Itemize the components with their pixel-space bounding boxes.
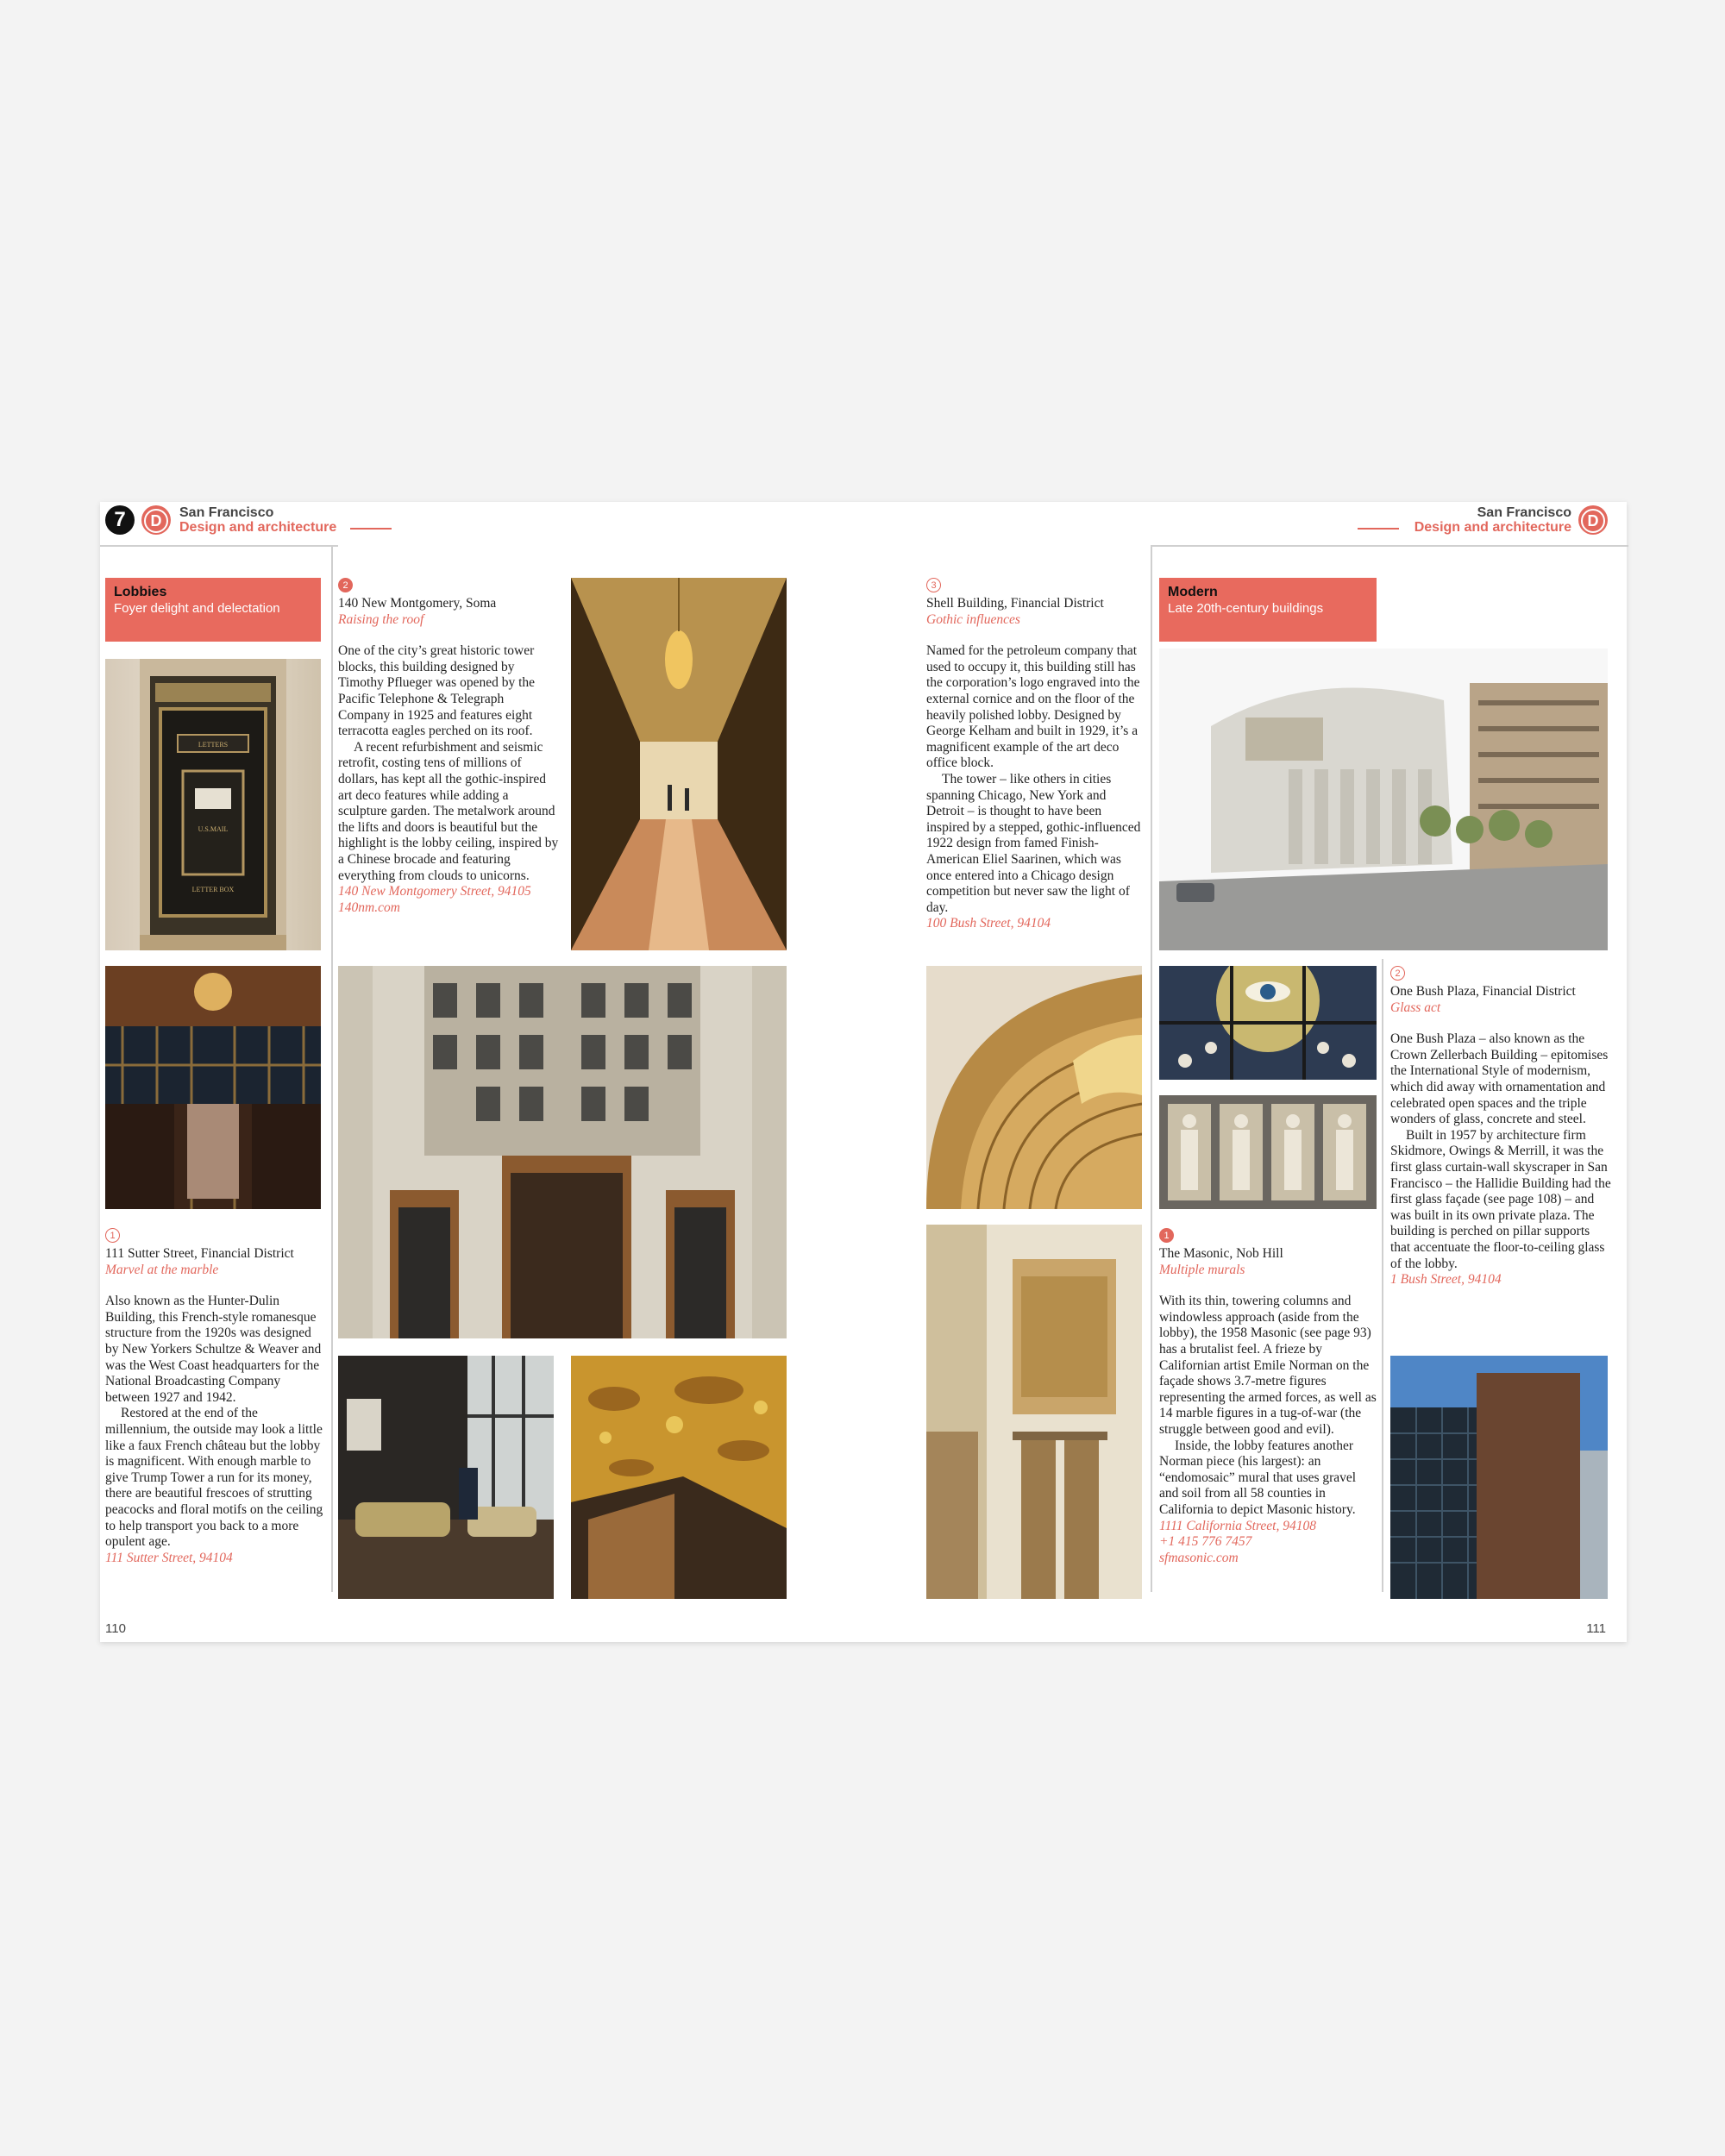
column-top-rule [1151,545,1628,547]
entry-body [1390,1031,1611,1272]
header-rule-left [350,528,392,530]
photo-ornate-entrance [338,966,787,1338]
photo-lounge [338,1356,554,1599]
photo-gold-lobby [571,578,787,950]
section-tag-lobbies [105,578,321,642]
entry-paragraph: With its thin, towering columns and windowless approach (aside from the lobby), the 1958 Masonic (see page 93) has a brutalist feel. A frieze by Californian artist Emile Norman on the façade shows 3.7-metre figures representing the armed forces, as well as 14 marble figures in a tug-of-war (the struggle between good and evil). [1159,1294,1377,1437]
entry-body [1159,1294,1377,1518]
section-tag-modern [1159,578,1377,642]
section-title: Modern [1168,585,1218,599]
entry-paragraph: Inside, the lobby features another Norman piece (his largest): an “endomosaic” mural that uses gravel and soil from all 58 counties in California to depict Masonic history. [1159,1438,1357,1517]
header-rule-right [1358,528,1399,530]
header-category-left: Design and architecture [179,520,337,535]
photo-frieze-figures [1159,1095,1377,1209]
column-divider [1382,959,1383,1592]
photo-arch-ceiling [926,966,1142,1209]
entry-paragraph: The tower – like others in cities spanning Chicago, New York and Detroit – is thought to have been inspired by a stepped, gothic-influenced 1922 design from famed Finish-American Eliel Saarinen, which was once entered into a Chicago design competition but never saw the light of day. [926,771,1141,915]
entry-subtitle: Marvel at the marble [105,1262,219,1277]
entry-subtitle: Gothic influences [926,611,1020,627]
entry-the-masonic [1159,1228,1377,1566]
category-badge-right [1578,505,1608,535]
entry-website: sfmasonic.com [1159,1550,1239,1565]
entry-title: The Masonic, Nob Hill [1159,1246,1283,1261]
letter-box-top-label: LETTERS [198,741,229,749]
entry-title: One Bush Plaza, Financial District [1390,984,1576,999]
entry-140-new-montgomery [338,578,559,916]
photo-brocade-ceiling [571,1356,787,1599]
entry-number: 2 [1390,966,1405,981]
category-letter: D [1581,509,1605,533]
entry-address: 100 Bush Street, 94104 [926,916,1051,931]
entry-number: 2 [338,578,353,592]
column-top-rule [100,545,338,547]
section-title: Lobbies [114,585,167,599]
entry-number: 1 [1159,1228,1174,1243]
entry-paragraph: Also known as the Hunter-Dulin Building, this French-style romanesque structure from the 1920s was designed by New Yorkers Schultze & Weaver and was the West Coast headquarters for the National Broadcasting Company between 1927 and 1942. [105,1294,322,1405]
category-badge-left [141,505,171,535]
entry-title: 140 New Montgomery, Soma [338,596,497,611]
entry-paragraph: One Bush Plaza – also known as the Crown Zellerbach Building – epitomises the International Style of modernism, which did away with ornamentation and celebrated open spaces and the triple wonders of glass, concrete and steel. [1390,1031,1609,1127]
photo-letter-box [105,659,321,950]
entry-body [926,643,1145,916]
entry-phone: +1 415 776 7457 [1159,1534,1252,1550]
photo-elevator-doors [926,1225,1142,1599]
photo-mosaic-eye [1159,966,1377,1080]
photo-lobby-screen [105,966,321,1209]
entry-paragraph: Built in 1957 by architecture firm Skidmore, Owings & Merrill, it was the first glass curtain-wall skyscraper in San Francisco – the Hallidie Building had the first glass façade (see page 108) – and was built in its own private plaza. The building is perched on pillar supports that accentuate the floor-to-ceiling glass of the lobby. [1390,1127,1611,1271]
chapter-number-badge: 7 [105,505,135,535]
column-divider [331,547,333,1592]
section-subtitle: Foyer delight and delectation [114,601,280,616]
photo-masonic-building [1159,649,1608,950]
letter-box-bottom-label: LETTER BOX [191,886,235,893]
section-subtitle: Late 20th-century buildings [1168,601,1324,616]
entry-body [105,1294,324,1551]
entry-website: 140nm.com [338,899,400,915]
page-number-left: 110 [105,1621,126,1636]
entry-address: 1 Bush Street, 94104 [1390,1272,1502,1288]
magazine-spread [100,502,1627,1642]
page-number-right: 111 [1586,1621,1606,1636]
entry-body [338,643,559,884]
entry-address: 1111 California Street, 94108 [1159,1518,1316,1533]
entry-title: 111 Sutter Street, Financial District [105,1246,294,1261]
entry-subtitle: Glass act [1390,1000,1441,1015]
entry-paragraph: One of the city’s great historic tower blocks, this building designed by Timothy Pflueger was opened by the Pacific Telephone & Telegraph Company in 1925 and features eight terracotta eagles perched on its roof. [338,643,536,739]
entry-number: 3 [926,578,941,592]
entry-address: 111 Sutter Street, 94104 [105,1550,233,1565]
photo-glass-tower [1390,1356,1608,1599]
entry-subtitle: Multiple murals [1159,1262,1245,1277]
letter-box-mid-label: U.S.MAIL [198,825,229,833]
entry-subtitle: Raising the roof [338,611,424,627]
entry-shell-building [926,578,1145,932]
column-divider [1151,547,1152,1592]
header-category-right: Design and architecture [1414,520,1571,535]
header-city-left: San Francisco [179,505,274,520]
entry-title: Shell Building, Financial District [926,596,1104,611]
header-city-right: San Francisco [1477,505,1571,520]
entry-address: 140 New Montgomery Street, 94105 [338,884,531,899]
entry-111-sutter [105,1228,324,1566]
entry-paragraph: Named for the petroleum company that used to occupy it, this building still has the corporation’s logo engraved into the external cornice and on the floor of the heavily polished lobby. Designed by George Kelham and built in 1929, it’s a magnificent example of the art deco office block. [926,643,1140,771]
category-letter: D [144,509,168,533]
entry-paragraph: Restored at the end of the millennium, the outside may look a little like a faux French château but the lobby is magnificent. With enough marble to give Trump Tower a run for its money, there are beautiful frescoes of strutting peacocks and floral motifs on the ceiling to help transport you back to a more opulent age. [105,1406,323,1550]
entry-number: 1 [105,1228,120,1243]
entry-paragraph: A recent refurbishment and seismic retrofit, costing tens of millions of dollars, has kept all the gothic-inspired art deco features while adding a sculpture garden. The metalwork around the lifts and doors is beautiful but the highlight is the lobby ceiling, inspired by a Chinese brocade and featuring everything from clouds to unicorns. [338,739,559,883]
entry-one-bush-plaza [1390,966,1611,1288]
